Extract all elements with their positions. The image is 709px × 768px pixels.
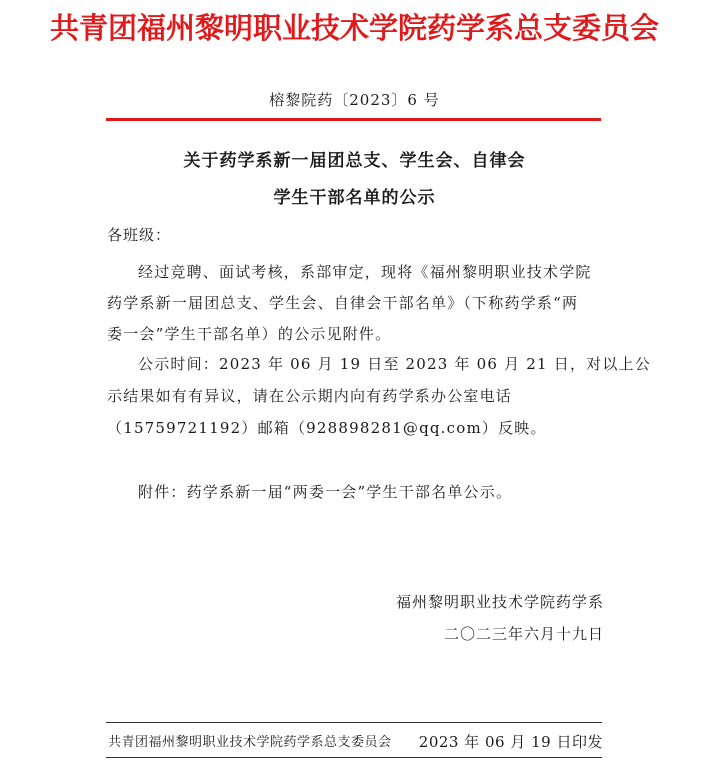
document-title-line-1: 关于药学系新一届团总支、学生会、自律会 — [183, 151, 526, 171]
attachment-note: 附件：药学系新一届“两委一会”学生干部名单公示。 — [138, 483, 513, 501]
footer-divider-top — [106, 722, 602, 723]
document-number: 榕黎院药〔2023〕6 号 — [269, 91, 440, 109]
paragraph-line: 示结果如有有异议，请在公示期内向有药学系办公室电话 — [107, 387, 513, 405]
footer-print-date: 2023 年 06 月 19 日印发 — [418, 733, 603, 751]
paragraph-line: 委一会”学生干部名单）的公示见附件。 — [107, 325, 392, 343]
footer-issuer: 共青团福州黎明职业技术学院药学系总支委员会 — [108, 735, 392, 750]
paragraph-line: （15759721192）邮箱（928898281@qq.com）反映。 — [107, 419, 547, 437]
document-title-line-2: 学生干部名单的公示 — [273, 188, 436, 208]
red-divider — [106, 118, 601, 121]
signature-date: 二〇二三年六月十九日 — [443, 625, 604, 643]
paragraph-line: 经过竞聘、面试考核，系部审定，现将《福州黎明职业技术学院 — [138, 263, 592, 281]
signature-organization: 福州黎明职业技术学院药学系 — [395, 593, 604, 611]
organization-header: 共青团福州黎明职业技术学院药学系总支委员会 — [49, 11, 659, 45]
paragraph-line: 公示时间：2023 年 06 月 19 日至 2023 年 06 月 21 日，对以上公 — [138, 355, 651, 373]
salutation: 各班级： — [107, 226, 172, 244]
paragraph-line: 药学系新一届团总支、学生会、自律会干部名单》（下称药学系“两 — [107, 294, 579, 312]
footer-divider-bottom — [106, 757, 602, 758]
